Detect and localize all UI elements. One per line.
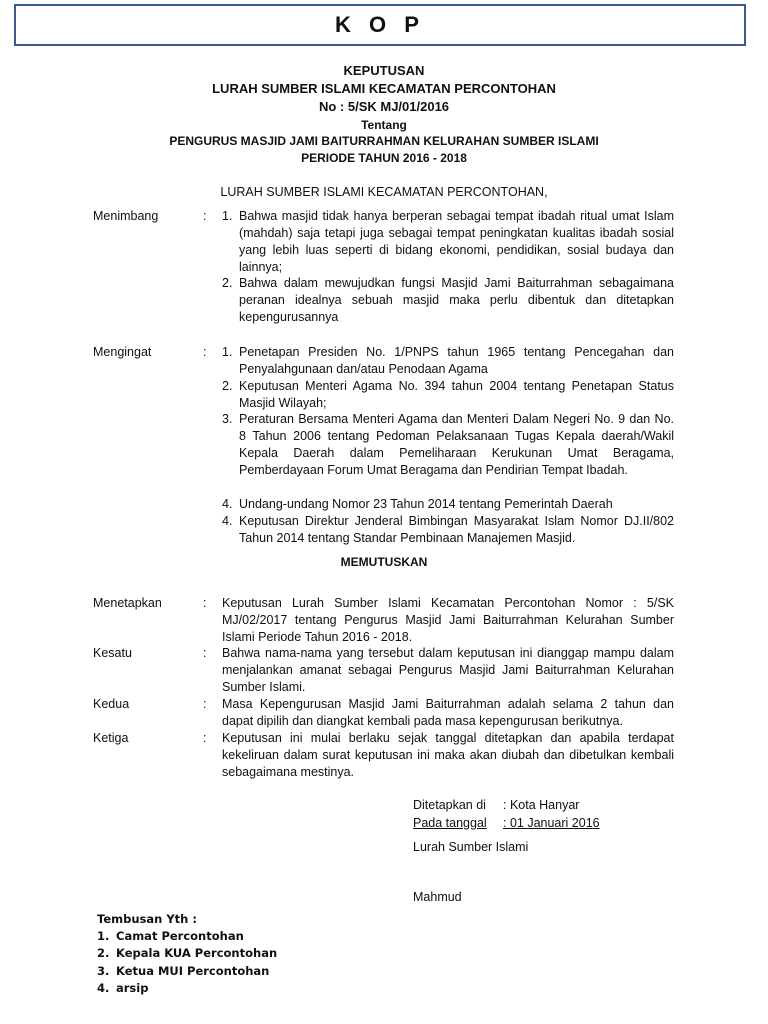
ketiga-label: Ketiga xyxy=(93,731,129,745)
decree-period: PERIODE TAHUN 2016 - 2018 xyxy=(301,151,467,165)
kesatu-label: Kesatu xyxy=(93,646,132,660)
mengingat-item-4-text: Undang-undang Nomor 23 Tahun 2014 tentang Pemerintah Daerah xyxy=(239,497,613,511)
signature-place-value: : Kota Hanyar xyxy=(503,798,580,812)
kesatu-text: Bahwa nama-nama yang tersebut dalam keputusan ini dianggap mampu dalam menjalankan amanat sebagai Pengurus Masjid Jami Baiturrahman Kelurahan Sumber Islami. xyxy=(222,646,674,694)
menimbang-item-1-text: Bahwa masjid tidak hanya berperan sebagai tempat ibadah ritual umat Islam (mahdah) saja tetapi juga sebagai tempat peningkatan kualitas ibadah sosial yang lebih luas seperti di bidang ekonomi, pendidikan, sosial budaya dan lainnya; xyxy=(239,209,674,274)
menetapkan-label: Menetapkan xyxy=(93,596,162,610)
kop-header xyxy=(14,4,746,46)
list-item-number: 4. xyxy=(97,980,110,995)
list-item-text: Camat Percontohan xyxy=(116,929,244,944)
mengingat-item-2-number: 2. xyxy=(222,379,233,393)
memutuskan-heading: MEMUTUSKAN xyxy=(340,555,428,569)
ketiga-text: Keputusan ini mulai berlaku sejak tanggal ditetapkan dan apabila terdapat kekeliruan dalam surat keputusan ini maka akan diubah dan dibetulkan kembali sebagaimana mestinya. xyxy=(222,731,674,779)
mengingat-item-3-number: 3. xyxy=(222,412,233,426)
list-item-number: 1. xyxy=(97,929,110,944)
decree-issuer: LURAH SUMBER ISLAMI KECAMATAN PERCONTOHAN xyxy=(212,81,556,96)
mengingat-item-5-number: 4. xyxy=(222,514,233,528)
kedua-text: Masa Kepengurusan Masjid Jami Baiturrahman adalah selama 2 tahun dan dapat dipilih dan diangkat kembali pada masa kepengurusan berikutnya. xyxy=(222,697,674,728)
mengingat-item-1-number: 1. xyxy=(222,345,233,359)
signature-place-label: Ditetapkan di xyxy=(413,798,486,812)
mengingat-item-2-text: Keputusan Menteri Agama No. 394 tahun 2004 tentang Penetapan Status Masjid Wilayah; xyxy=(239,379,674,410)
signature-name: Mahmud xyxy=(413,890,462,904)
decree-title: KEPUTUSAN xyxy=(343,63,425,78)
kop-title: K O P xyxy=(335,12,425,37)
tembusan-block xyxy=(97,911,277,997)
mengingat-item-3-text: Peraturan Bersama Menteri Agama dan Menteri Dalam Negeri No. 9 dan No. 8 Tahun 2006 tentang Pedoman Pelaksanaan Tugas Kepala daerah/Wakil Kepala Daerah dalam Pemeliharaan Kerukunan Umat Beragama, Pemberdayaan Forum Umat Beragama dan Pendirian Tempat Ibadah. xyxy=(239,412,674,477)
mengingat-item-1-text: Penetapan Presiden No. 1/PNPS tahun 1965 tentang Pencegahan dan Penyalahgunaan dan/atau Penodaan Agama xyxy=(239,345,674,376)
list-item-text: Kepala KUA Percontohan xyxy=(116,946,278,961)
list-item xyxy=(97,945,277,962)
decree-subject: PENGURUS MASJID JAMI BAITURRAHMAN KELURAHAN SUMBER ISLAMI xyxy=(169,134,599,148)
ketiga-colon: : xyxy=(203,731,207,745)
menimbang-item-2-text: Bahwa dalam mewujudkan fungsi Masjid Jami Baiturrahman sebagaimana peranan idealnya sebuah masjid maka perlu dibentuk dan ditetapkan kepengurusannya xyxy=(239,276,674,324)
list-item xyxy=(97,963,277,980)
mengingat-colon: : xyxy=(203,345,207,359)
kesatu-colon: : xyxy=(203,646,207,660)
menimbang-colon: : xyxy=(203,209,207,223)
signature-position: Lurah Sumber Islami xyxy=(413,840,529,854)
list-item xyxy=(97,980,277,997)
kedua-colon: : xyxy=(203,697,207,711)
menetapkan-text: Keputusan Lurah Sumber Islami Kecamatan Percontohan Nomor : 5/SK MJ/02/2017 tentang Pengurus Masjid Jami Baiturrahman Kelurahan Sumber Islami Periode Tahun 2016 - 2018. xyxy=(222,596,674,644)
menimbang-item-2-number: 2. xyxy=(222,276,233,290)
mengingat-item-4-number: 4. xyxy=(222,497,233,511)
tembusan-title: Tembusan Yth : xyxy=(97,912,197,926)
menetapkan-colon: : xyxy=(203,596,207,610)
decree-number: No : 5/SK MJ/01/2016 xyxy=(318,99,450,114)
menimbang-label: Menimbang xyxy=(93,209,159,223)
signature-date-value: : 01 Januari 2016 xyxy=(503,816,600,830)
kedua-label: Kedua xyxy=(93,697,130,711)
list-item-text: arsip xyxy=(116,980,149,995)
menimbang-item-1-number: 1. xyxy=(222,209,233,223)
list-item xyxy=(97,928,277,945)
tembusan-list xyxy=(97,928,277,997)
list-item-text: Ketua MUI Percontohan xyxy=(116,963,270,978)
mengingat-item-5-text: Keputusan Direktur Jenderal Bimbingan Masyarakat Islam Nomor DJ.II/802 Tahun 2014 tentang Standar Pembinaan Manajemen Masjid. xyxy=(239,514,674,545)
list-item-number: 3. xyxy=(97,963,110,978)
mengingat-label: Mengingat xyxy=(93,345,152,359)
decree-about: Tentang xyxy=(361,118,407,132)
signature-date-label: Pada tanggal xyxy=(413,816,487,830)
authority-line: LURAH SUMBER ISLAMI KECAMATAN PERCONTOHAN, xyxy=(220,185,548,199)
list-item-number: 2. xyxy=(97,946,110,961)
